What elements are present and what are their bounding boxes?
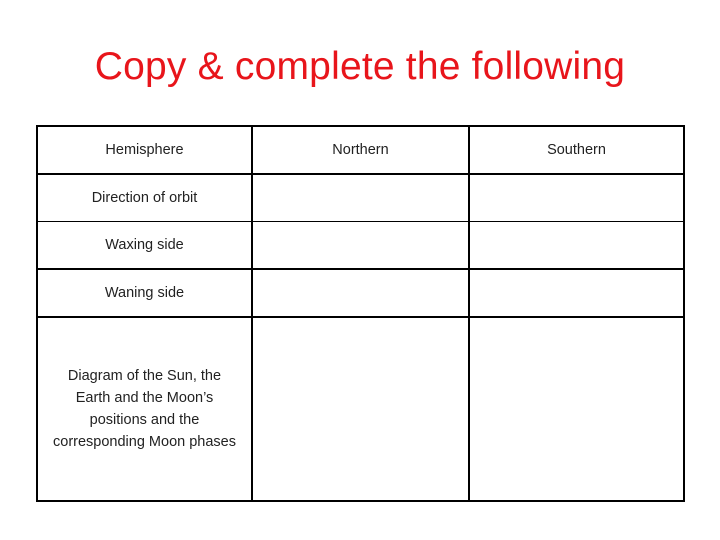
- row-label-waxing-side: Waxing side: [105, 237, 184, 253]
- table-cell-southern: [470, 270, 683, 316]
- table-cell-northern: [253, 222, 468, 268]
- table-cell-northern: [253, 175, 468, 221]
- row-label-diagram: Diagram of the Sun, the Earth and the Moon’s positions and the corresponding Moon phases: [53, 368, 236, 450]
- row-label-waning-side: Waning side: [104, 285, 185, 301]
- page-title: Copy & complete the following: [94, 45, 626, 88]
- table-cell-southern: [470, 222, 683, 268]
- comparison-table: [36, 125, 685, 502]
- table-cell-northern: [253, 270, 468, 316]
- row-label-direction-of-orbit: Direction of orbit: [91, 190, 198, 206]
- header-cell-southern: Southern: [547, 142, 606, 158]
- table-cell-southern: [470, 318, 683, 500]
- table-cell-southern: [470, 175, 683, 221]
- header-cell-hemisphere: Hemisphere: [105, 142, 184, 158]
- table-cell-northern: [253, 318, 468, 500]
- header-cell-northern: Northern: [332, 142, 389, 158]
